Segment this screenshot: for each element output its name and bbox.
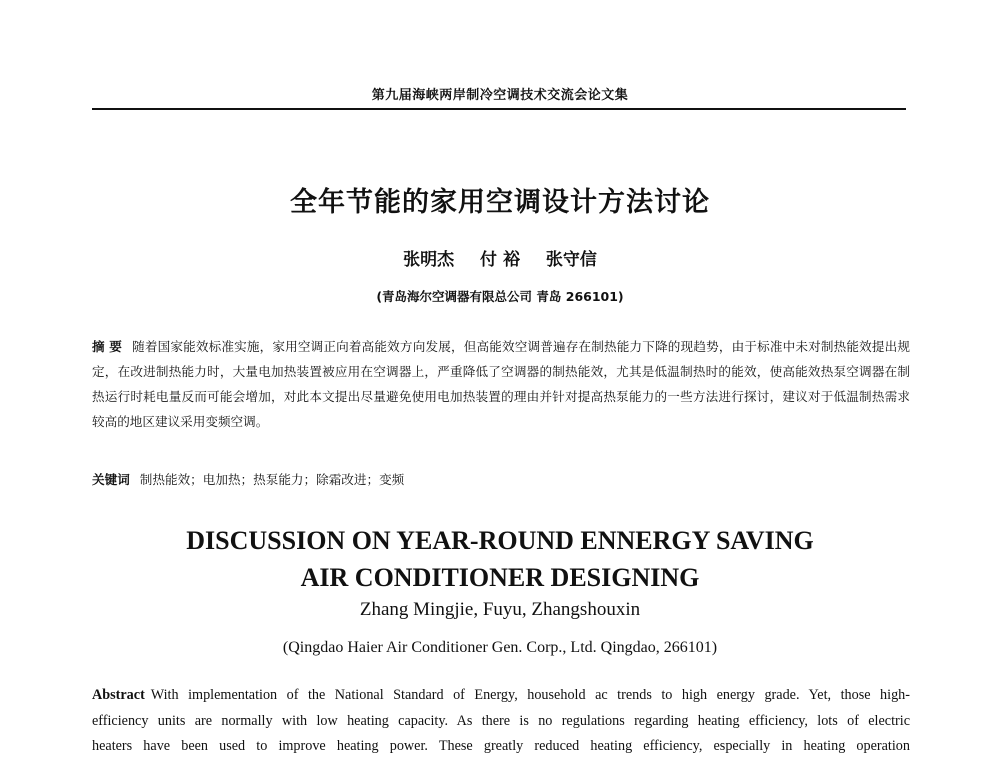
affiliation-cn: (青岛海尔空调器有限总公司 青岛 266101) xyxy=(376,289,624,304)
affiliation-en: (Qingdao Haier Air Conditioner Gen. Corp., Ltd. Qingdao, 266101) xyxy=(282,639,718,656)
abstract-en xyxy=(92,683,910,760)
author-cn-1: 张明杰 xyxy=(403,250,455,270)
abstract-en-line-3: heaters have been used to improve heating power. These greatly reduced heating efficiency, especially in heating operation xyxy=(92,738,910,754)
authors-cn xyxy=(92,245,908,270)
abstract-cn xyxy=(92,334,910,434)
title-en-line-1: DISCUSSION ON YEAR-ROUND ENNERGY SAVING xyxy=(186,526,814,555)
abstract-text-cn: 随着国家能效标准实施，家用空调正向着高能效方向发展，但高能效空调普遍存在制热能力下降的现趋势，由于标准中未对制热能效提出规定，在改进制热能力时，大量电加热装置被应用在空调器上，严重降低了空调器的制热能效，尤其是低温制热时的能效，使高能效热泵空调器在制热运行时耗电量反而可能会增加，对此本文提出尽量避免使用电加热装置的理由并针对提高热泵能力的一些方法进行探讨，建议对于低温制热需求较高的地区建议采用变频空调。 xyxy=(92,339,910,429)
authors-en: Zhang Mingjie, Fuyu, Zhangshouxin xyxy=(359,599,641,620)
abstract-en-line-2: efficiency units are normally with low heating capacity. As there is no regulations regarding heating efficiency, lots of electric xyxy=(92,712,910,729)
abstract-label-cn: 摘 要 xyxy=(92,339,123,354)
title-cn: 全年节能的家用空调设计方法讨论 xyxy=(290,187,710,218)
running-header: 第九届海峡两岸制冷空调技术交流会论文集 xyxy=(371,88,629,103)
title-en-line-2: AIR CONDITIONER DESIGNING xyxy=(300,563,700,592)
keywords-label-cn: 关键词 xyxy=(92,472,130,487)
abstract-label-en: Abstract xyxy=(92,687,145,703)
title-en xyxy=(92,522,908,596)
abstract-en-line-1 xyxy=(92,683,910,709)
abstract-en-text-1: With implementation of the National Standard of Energy, household ac trends to high energy grade. Yet, those high- xyxy=(150,687,910,703)
keywords-cn xyxy=(92,467,910,492)
author-cn-2: 付 裕 xyxy=(480,250,520,270)
author-cn-3: 张守信 xyxy=(545,250,597,270)
header-rule xyxy=(92,108,906,110)
keywords-text-cn: 制热能效；电加热；热泵能力；除霜改进；变频 xyxy=(139,472,405,487)
